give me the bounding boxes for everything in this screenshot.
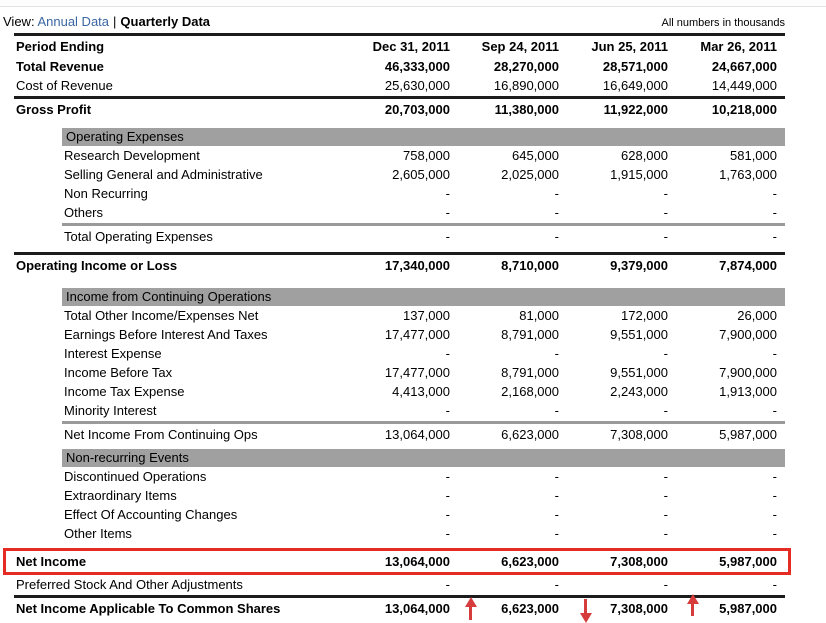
cell-value: - [445,403,450,418]
cell-value: - [772,469,777,484]
cell-value: - [772,488,777,503]
table-row [14,57,785,76]
separator-gray [62,223,785,226]
section-band [62,128,785,146]
table-row [14,363,785,382]
table-row [14,467,785,486]
cell-value: 8,710,000 [501,258,559,273]
row-label: Gross Profit [16,102,92,117]
cell-value: 7,874,000 [719,258,777,273]
separator-dark [14,595,785,598]
cell-value: - [554,403,559,418]
row-label: Cost of Revenue [16,78,113,93]
row-label: Preferred Stock And Other Adjustments [16,577,243,592]
annual-data-link[interactable]: Annual Data [37,14,110,29]
cell-value: - [554,488,559,503]
cell-value: - [554,186,559,201]
section-band-label: Operating Expenses [66,129,184,144]
cell-value: 9,551,000 [610,327,668,342]
cell-value: 2,168,000 [501,384,559,399]
cell-value: - [554,346,559,361]
period-ending-label: Period Ending [16,39,105,54]
spacer [14,275,785,288]
cell-value: - [554,526,559,541]
cell-value: 1,913,000 [719,384,777,399]
cell-value: 2,025,000 [501,167,559,182]
row-label: Discontinued Operations [64,469,207,484]
row-label: Interest Expense [64,346,162,361]
row-label: Net Income Applicable To Common Shares [16,601,281,616]
cell-value: - [445,526,450,541]
cell-value: 6,623,000 [501,601,559,616]
section-band [62,288,785,306]
cell-value: 628,000 [621,148,668,163]
cell-value: - [554,229,559,244]
cell-value: 4,413,000 [392,384,450,399]
row-label: Extraordinary Items [64,488,177,503]
row-label: Selling General and Administrative [64,167,263,182]
cell-value: - [663,507,668,522]
cell-value: 9,379,000 [610,258,668,273]
table-row [14,203,785,222]
cell-value: - [663,403,668,418]
table-header-row [14,36,785,57]
cell-value: 17,477,000 [384,327,450,342]
view-label: View: [3,14,35,29]
table-row [14,100,785,119]
column-header: Sep 24, 2011 [481,39,559,54]
table-row [14,165,785,184]
cell-value: - [663,469,668,484]
cell-value: 20,703,000 [384,102,450,117]
cell-value: 26,000 [737,308,777,323]
cell-value: - [772,229,777,244]
column-header: Mar 26, 2011 [700,39,777,54]
table-row [14,486,785,505]
row-label: Net Income From Continuing Ops [64,427,258,442]
cell-value: 758,000 [403,148,450,163]
cell-value: 17,477,000 [384,365,450,380]
table-row [14,76,785,95]
cell-value: 1,915,000 [610,167,668,182]
cell-value: - [445,577,450,592]
spacer [14,119,785,128]
cell-value: 11,380,000 [494,102,559,117]
row-label: Net Income [16,554,87,569]
cell-value: - [772,205,777,220]
section-band-label: Non-recurring Events [66,450,189,465]
cell-value: 172,000 [621,308,668,323]
cell-value: 5,987,000 [719,601,777,616]
table-row [14,401,785,420]
cell-value: 645,000 [512,148,559,163]
table-row [14,184,785,203]
cell-value: - [663,346,668,361]
cell-value: 28,571,000 [602,59,668,74]
table-row [14,524,785,543]
row-label: Total Operating Expenses [64,229,213,244]
cell-value: 6,623,000 [501,427,559,442]
cell-value: - [663,229,668,244]
table-row [14,344,785,363]
cell-value: 7,308,000 [610,554,668,569]
spacer [14,246,785,251]
cell-value: - [663,205,668,220]
cell-value: - [554,507,559,522]
separator-gray [62,421,785,424]
cell-value: 13,064,000 [384,427,450,442]
table-row [14,256,785,275]
row-label: Others [64,205,104,220]
cell-value: - [772,507,777,522]
row-label: Income Tax Expense [64,384,185,399]
cell-value: 28,270,000 [493,59,559,74]
cell-value: 9,551,000 [610,365,668,380]
cell-value: - [554,577,559,592]
cell-value: 13,064,000 [384,554,450,569]
cell-value: - [445,469,450,484]
table-row [14,325,785,344]
table-row [14,146,785,165]
row-label: Other Items [64,526,132,541]
cell-value: 24,667,000 [711,59,777,74]
cell-value: - [663,526,668,541]
cell-value: 46,333,000 [384,59,450,74]
table-row [14,505,785,524]
units-note: All numbers in thousands [661,17,785,29]
row-label: Research Development [64,148,200,163]
cell-value: - [663,577,668,592]
table-row [14,425,785,444]
cell-value: 1,763,000 [719,167,777,182]
cell-value: 25,630,000 [384,78,450,93]
cell-value: - [554,469,559,484]
cell-value: - [663,488,668,503]
row-label: Total Other Income/Expenses Net [64,308,259,323]
cell-value: 16,649,000 [602,78,668,93]
cell-value: - [445,205,450,220]
cell-value: - [445,346,450,361]
table-row [14,575,785,594]
row-label: Minority Interest [64,403,157,418]
cell-value: 13,064,000 [384,601,450,616]
cell-value: 7,308,000 [610,601,668,616]
column-header: Jun 25, 2011 [591,39,668,54]
net-income-row-highlighted [3,548,791,575]
cell-value: 581,000 [730,148,777,163]
section-band-label: Income from Continuing Operations [66,289,272,304]
cell-value: - [772,403,777,418]
row-label: Total Revenue [16,59,104,74]
cell-value: 137,000 [403,308,450,323]
cell-value: - [772,186,777,201]
cell-value: 17,340,000 [384,258,450,273]
cell-value: 2,605,000 [392,167,450,182]
cell-value: 16,890,000 [493,78,559,93]
cell-value: 10,218,000 [711,102,777,117]
cell-value: 5,987,000 [719,554,777,569]
view-separator: | [113,14,117,29]
cell-value: 8,791,000 [501,327,559,342]
cell-value: - [663,186,668,201]
income-statement-table [14,33,785,618]
quarterly-data-label: Quarterly Data [120,14,211,29]
row-label: Earnings Before Interest And Taxes [64,327,268,342]
cell-value: 7,308,000 [610,427,668,442]
table-row [14,306,785,325]
cell-value: 14,449,000 [711,78,777,93]
cell-value: - [445,488,450,503]
cell-value: 7,900,000 [719,327,777,342]
cell-value: 5,987,000 [719,427,777,442]
row-label: Income Before Tax [64,365,173,380]
cell-value: - [772,346,777,361]
cell-value: - [445,229,450,244]
cell-value: 7,900,000 [719,365,777,380]
cell-value: 81,000 [519,308,559,323]
table-row [14,227,785,246]
row-label: Operating Income or Loss [16,258,178,273]
row-label: Non Recurring [64,186,148,201]
cell-value: 6,623,000 [501,554,559,569]
table-row [14,382,785,401]
cell-value: - [445,186,450,201]
table-row [14,599,785,618]
separator-dark [14,252,785,255]
cell-value: - [554,205,559,220]
top-divider [0,0,826,7]
cell-value: 2,243,000 [610,384,668,399]
column-header: Dec 31, 2011 [372,39,450,54]
cell-value: - [772,526,777,541]
cell-value: 8,791,000 [501,365,559,380]
cell-value: - [445,507,450,522]
cell-value: 11,922,000 [603,102,668,117]
view-bar [0,7,826,33]
row-label: Effect Of Accounting Changes [64,507,238,522]
separator-dark [14,96,785,99]
cell-value: - [772,577,777,592]
section-band [62,449,785,467]
